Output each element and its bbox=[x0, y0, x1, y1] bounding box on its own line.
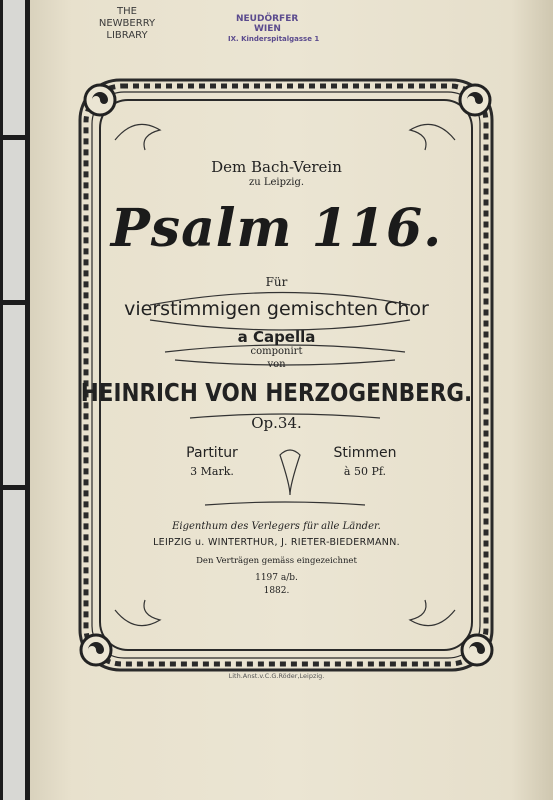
publisher-line: LEIPZIG u. WINTERTHUR, J. RIETER-BIEDERMANN. bbox=[153, 537, 400, 548]
dedication-place: zu Leipzig. bbox=[248, 177, 305, 188]
corner-ornament-top-right bbox=[460, 85, 490, 115]
dealer-stamp-line: IX. Kinderspitalgasse 1 bbox=[228, 35, 320, 43]
capella-label: a Capella bbox=[237, 328, 316, 346]
composer-name: HEINRICH VON HERZOGENBERG. bbox=[80, 378, 473, 407]
dealer-stamp bbox=[228, 14, 319, 44]
stimmen-price: à 50 Pf. bbox=[343, 465, 387, 478]
work-title: Psalm 116. bbox=[110, 198, 443, 259]
dealer-stamp-line: NEUDÖRFER bbox=[236, 14, 299, 24]
library-stamp-line: NEWBERRY bbox=[98, 18, 156, 29]
von-label: von bbox=[267, 359, 286, 370]
stimmen-label: Stimmen bbox=[333, 445, 397, 461]
partitur-price: 3 Mark. bbox=[190, 465, 234, 478]
dedication: Dem Bach-Verein bbox=[211, 158, 342, 176]
registration-note: Den Verträgen gemäss eingezeichnet bbox=[196, 556, 357, 566]
opus-number: Op.34. bbox=[251, 414, 302, 432]
corner-ornament-bottom-right bbox=[462, 635, 492, 665]
for-label: Für bbox=[265, 275, 288, 289]
library-stamp-line: LIBRARY bbox=[106, 30, 148, 41]
library-stamp-line: THE bbox=[117, 6, 137, 17]
plate-number: 1197 a/b. bbox=[255, 573, 298, 583]
partitur-label: Partitur bbox=[186, 445, 238, 461]
dealer-stamp-line: WIEN bbox=[254, 24, 281, 34]
corner-ornament-bottom-left bbox=[81, 635, 111, 665]
printer-credit: Lith.Anst.v.C.G.Röder,Leipzig. bbox=[228, 672, 325, 680]
choir-description: vierstimmigen gemischten Chor bbox=[124, 298, 429, 320]
library-stamp bbox=[96, 6, 158, 42]
publication-year: 1882. bbox=[263, 586, 290, 596]
property-note: Eigenthum des Verlegers für alle Länder. bbox=[172, 521, 381, 532]
corner-ornament-top-left bbox=[85, 85, 115, 115]
componirt-label: componirt bbox=[250, 346, 303, 357]
